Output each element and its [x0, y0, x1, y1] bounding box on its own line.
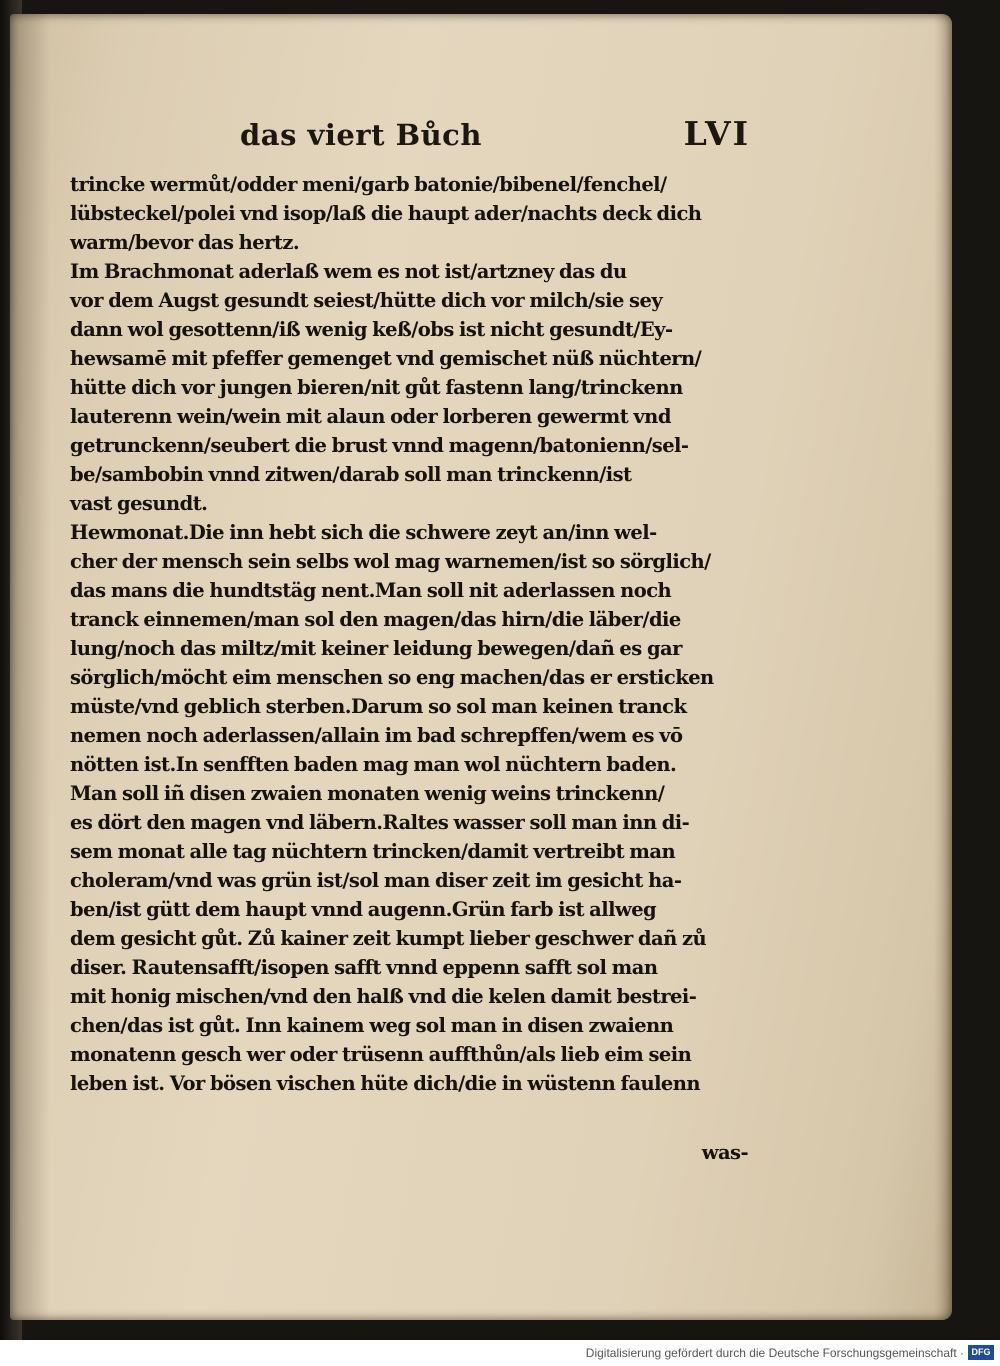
- body-text: [70, 170, 748, 1164]
- text-line: lübsteckel/polei vnd isop/laß die haupt ader/nachts deck dich: [70, 202, 702, 225]
- catchword: was-: [701, 1141, 748, 1164]
- text-line: lauterenn wein/wein mit alaun oder lorberen gewermt vnd: [70, 405, 671, 428]
- text-line: Im Brachmonat aderlaß wem es not ist/artzney das du: [70, 260, 627, 283]
- text-line: mit honig mischen/vnd den halß vnd die kelen damit bestrei-: [70, 985, 697, 1008]
- text-line: sem monat alle tag nüchtern trincken/damit vertreibt man: [70, 840, 676, 863]
- text-line: nötten ist.In senfften baden mag man wol nüchtern baden.: [70, 753, 677, 776]
- text-line: sörglich/möcht eim menschen so eng machen/das er ersticken: [70, 666, 714, 689]
- text-line: hewsamē mit pfeffer gemenget vnd gemischet nüß nüchtern/: [70, 347, 702, 370]
- footer-bar: [0, 1340, 1000, 1366]
- text-line: müste/vnd geblich sterben.Darum so sol man keinen tranck: [70, 695, 687, 718]
- text-line: getrunckenn/seubert die brust vnnd magenn/batonienn/sel-: [70, 434, 689, 457]
- text-line: leben ist. Vor bösen vischen hüte dich/die in wüstenn faulenn: [70, 1072, 701, 1095]
- book-page: [10, 14, 952, 1320]
- text-line: hütte dich vor jungen bieren/nit gůt fastenn lang/trinckenn: [70, 376, 683, 399]
- text-line: choleram/vnd was grün ist/sol man diser zeit im gesicht ha-: [70, 869, 682, 892]
- text-line: vor dem Augst gesundt seiest/hütte dich vor milch/sie sey: [70, 289, 663, 312]
- text-line: Man soll iñ disen zwaien monaten wenig weins trinckenn/: [70, 782, 665, 805]
- text-line: Hewmonat.Die inn hebt sich die schwere zeyt an/inn wel-: [70, 521, 657, 544]
- text-line: vast gesundt.: [70, 492, 208, 515]
- text-line: dann wol gesottenn/iß wenig keß/obs ist nicht gesundt/Ey-: [70, 318, 673, 341]
- text-line: nemen noch aderlassen/allain im bad schrepffen/wem es vō: [70, 724, 683, 747]
- text-line: warm/bevor das hertz.: [70, 231, 300, 254]
- text-line: es dört den magen vnd läbern.Raltes wasser soll man inn di-: [70, 811, 690, 834]
- text-line: ben/ist gütt dem haupt vnnd augenn.Grün farb ist allweg: [70, 898, 657, 921]
- text-line: be/sambobin vnnd zitwen/darab soll man trinckenn/ist: [70, 463, 632, 486]
- dfg-logo-icon: DFG: [968, 1345, 994, 1360]
- text-line: chen/das ist gůt. Inn kainem weg sol man in disen zwaienn: [70, 1014, 674, 1037]
- text-line: dem gesicht gůt. Zů kainer zeit kumpt lieber geschwer dañ zů: [70, 927, 707, 950]
- text-line: diser. Rautensafft/isopen safft vnnd eppenn safft sol man: [70, 956, 658, 979]
- running-head: [230, 114, 750, 158]
- folio-number: LVI: [683, 114, 750, 153]
- text-line: tranck einnemen/man sol den magen/das hirn/die läber/die: [70, 608, 681, 631]
- text-line: trincke wermůt/odder meni/garb batonie/bibenel/fenchel/: [70, 173, 667, 196]
- text-line: monatenn gesch wer oder trüsenn auffthůn/als lieb eim sein: [70, 1043, 692, 1066]
- text-line: das mans die hundtstäg nent.Man soll nit aderlassen noch: [70, 579, 672, 602]
- running-title: das viert Bůch: [240, 118, 482, 152]
- funding-credit: Digitalisierung gefördert durch die Deutsche Forschungsgemeinschaft ·: [585, 1346, 964, 1360]
- text-line: lung/noch das miltz/mit keiner leidung bewegen/dañ es gar: [70, 637, 682, 660]
- text-line: cher der mensch sein selbs wol mag warnemen/ist so sörglich/: [70, 550, 711, 573]
